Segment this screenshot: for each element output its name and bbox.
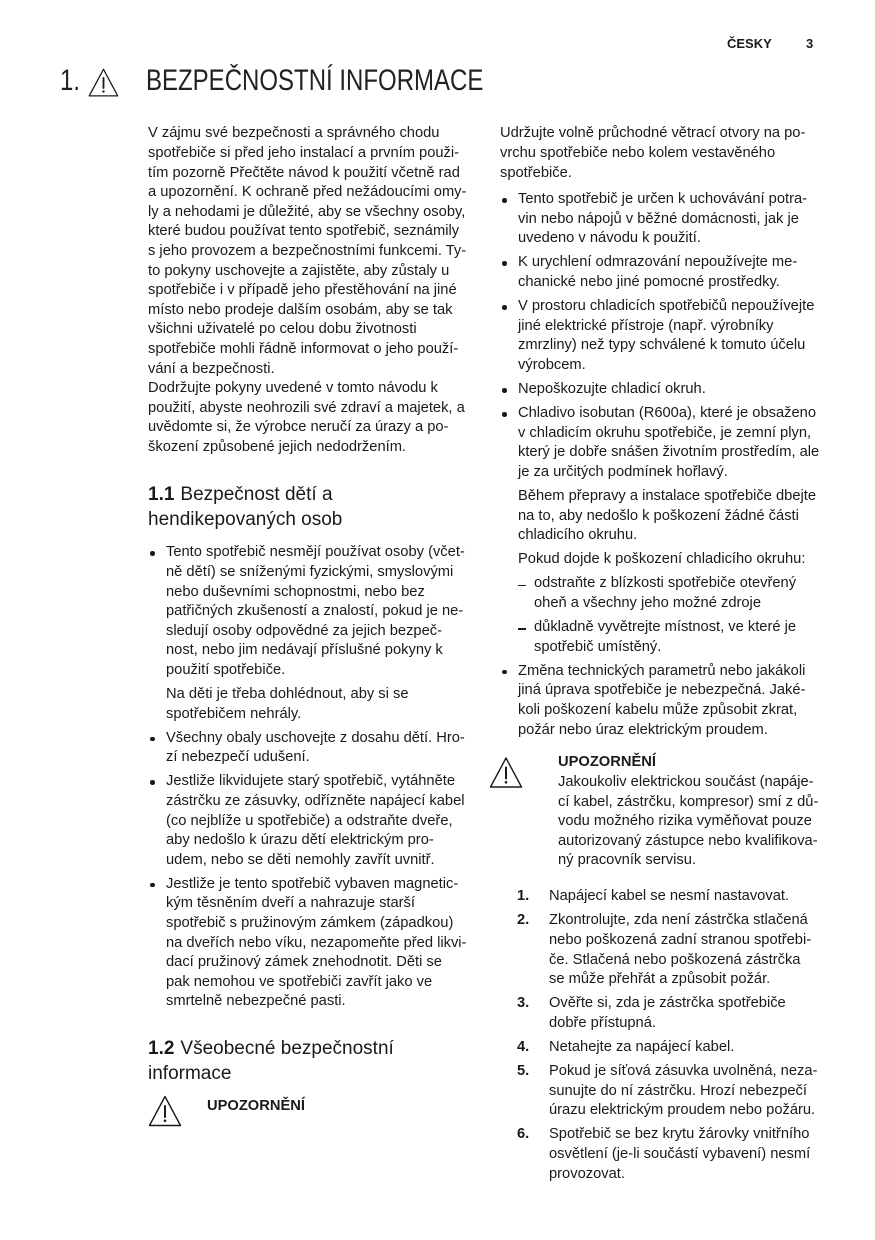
text-line: spotřebiče mohli řádně informovat o jeho použí- (148, 340, 459, 357)
section-title-line: hendikepovaných osob (148, 508, 343, 530)
text-line: (co nejblíže u spotřebiče) a odstraňte dveře, (166, 812, 453, 829)
text-line: Jakoukoliv elektrickou součást (napáje- (558, 773, 814, 790)
text-line: Tento spotřebič nesmějí používat osoby (včet- (166, 544, 465, 561)
text-line: a upozornění. K ochraně před nežádoucími omy- (148, 184, 467, 201)
bullet-icon (150, 737, 155, 742)
text-line: autorizovaný zástupce nebo kvalifikova- (558, 832, 818, 849)
text-line: Během přepravy a instalace spotřebiče dbejte (518, 488, 817, 504)
text-line: Chladivo isobutan (R600a), které je obsaženo (518, 405, 817, 422)
text-line: uvedeno v návodu k použití. (518, 230, 701, 247)
text-line: s jeho provozem a bezpečnostními funkcemi. Ty- (148, 242, 467, 259)
text-line: aby nedošlo k úrazu dětí elektrickým pro- (166, 832, 434, 849)
list-item-note (166, 685, 473, 724)
warning-triangle-icon (147, 1093, 183, 1130)
text-line: provozovat. (549, 1165, 625, 1182)
list-item (500, 253, 830, 292)
text-line: spotřebiče si před jeho instalací a prvním použi- (148, 144, 460, 161)
text-line: K urychlení odmrazování nepoužívejte me- (518, 254, 798, 271)
list-item (500, 404, 830, 657)
section-title-line: informace (148, 1062, 232, 1084)
text-line: Pokud dojde k poškození chladicího okruhu: (518, 551, 806, 568)
section-number: 1.2 (148, 1037, 175, 1059)
text-line: je za určitých podmínek hořlavý. (518, 463, 728, 480)
ventilation-paragraph (500, 124, 805, 183)
text-line: če. Stlačená nebo poškozená zástrčka (549, 951, 801, 968)
text-line: jiná úprava spotřebiče je nebezpečná. Jaké- (518, 682, 806, 699)
text-line: nost, nebo jim nedávají příslušné pokyny k (166, 642, 443, 659)
intro-paragraph (148, 124, 466, 379)
text-line: nebo poškozená zadní stranou spotřebi- (549, 932, 812, 949)
text-line: spotřebič s pružinovým zámkem (západkou) (166, 915, 454, 932)
text-line: zástrčku ze zásuvky, odřízněte napájecí kabel (166, 793, 465, 810)
warning-triangle-icon (488, 755, 524, 791)
text-line: odstraňte z blízkosti spotřebiče otevřený (534, 575, 797, 592)
text-line: Udržujte volně průchodné větrací otvory na po- (500, 125, 806, 142)
text-line: použití spotřebiče. (166, 661, 286, 678)
text-line: všichni uživatelé po celou dobu životnosti (148, 321, 417, 338)
text-line: to pokyny uschovejte a zajistěte, aby zůstaly u (148, 262, 450, 279)
dash-icon (518, 628, 526, 629)
text-line: chladicího okruhu. (518, 527, 638, 544)
text-line: oheň a všechny jeho možné zdroje (534, 594, 761, 611)
text-line: Dodržujte pokyny uvedené v tomto návodu k (148, 380, 438, 397)
numbered-step (517, 911, 837, 989)
page-title: BEZPEČNOSTNÍ INFORMACE (146, 64, 484, 97)
text-line: požár nebo úraz elektrickým proudem. (518, 721, 768, 738)
section-heading-1-2 (148, 1036, 394, 1086)
text-line: Jestliže likvidujete starý spotřebič, vytáhněte (166, 773, 455, 790)
power-cable-steps (517, 887, 837, 1184)
text-line: sunujte do ní zástrčku. Hrozí nebezpečí (549, 1082, 807, 1099)
step-number: 2. (517, 912, 530, 929)
text-line: které budou používat tento spotřebič, seznámily (148, 223, 460, 240)
step-number: 3. (517, 995, 530, 1012)
general-safety-list (500, 190, 830, 740)
list-item (148, 875, 473, 1012)
list-item (148, 543, 473, 724)
text-line: spotřebiče. (500, 164, 572, 181)
text-line: Zkontrolujte, zda není zástrčka stlačená (549, 912, 808, 929)
page-number: 3 (806, 36, 814, 51)
bullet-icon (502, 670, 507, 675)
list-item (500, 297, 830, 375)
text-line: nebo duševními schopnostmi, nebo bez (166, 583, 425, 600)
text-line: kým těsněním dveří a nahrazuje starší (166, 895, 415, 912)
text-line: Spotřebič se bez krytu žárovky vnitřního (549, 1126, 810, 1143)
warning-label: UPOZORNĚNÍ (558, 754, 656, 771)
section-heading-1-1 (148, 482, 342, 532)
chapter-number: 1. (60, 64, 81, 97)
bullet-icon (150, 551, 155, 556)
text-line: vin nebo nápojů v běžné domácnosti, jak je (518, 210, 799, 227)
text-line: spotřebič umístěný. (534, 638, 662, 655)
bullet-icon (502, 261, 507, 266)
bullet-icon (150, 780, 155, 785)
list-item-note (518, 550, 830, 570)
children-safety-list (148, 543, 473, 1012)
numbered-step (517, 1062, 837, 1121)
text-line: spotřebičem nehrály. (166, 705, 302, 722)
step-number: 4. (517, 1039, 530, 1056)
text-line: patřičných zkušeností a znalostí, pokud je ne- (166, 603, 464, 620)
text-line: se může přehřát a způsobit požár. (549, 971, 771, 988)
text-line: zmrzliny) než typy schválené k tomuto účelu (518, 337, 806, 354)
text-line: použití, abyste neohrozili své zdraví a majetek, a (148, 399, 465, 416)
text-line: sledují osoby odpovědné za jejich bezpeč- (166, 622, 442, 639)
text-line: Pokud je síťová zásuvka uvolněná, neza- (549, 1063, 818, 1080)
text-line: Všechny obaly uschovejte z dosahu dětí. Hro- (166, 729, 465, 746)
text-line: udem, nebo se děti nemohly zavřít uvnitř. (166, 851, 435, 868)
bullet-icon (502, 412, 507, 417)
text-line: dobře přístupná. (549, 1014, 656, 1031)
text-line: ly a nehodami je důležité, aby se všechny osoby, (148, 203, 466, 220)
text-line: chanické nebo jiné pomocné prostředky. (518, 274, 780, 291)
bullet-icon (502, 388, 507, 393)
text-line: místo nebo prodeje dalším osobám, aby se tak (148, 301, 453, 318)
step-number: 6. (517, 1126, 530, 1143)
dash-icon (518, 585, 526, 586)
numbered-step (517, 1038, 837, 1058)
bullet-icon (150, 883, 155, 888)
text-line: Netahejte za napájecí kabel. (549, 1039, 735, 1056)
sub-list-item (518, 618, 830, 657)
text-line: úrazu elektrickým proudem nebo požáru. (549, 1102, 816, 1119)
step-number: 5. (517, 1063, 530, 1080)
text-line: na to, aby nedošlo k poškození žádné části (518, 507, 799, 524)
text-line: V prostoru chladicích spotřebičů nepoužívejte (518, 298, 815, 315)
text-line: Ověřte si, zda je zástrčka spotřebiče (549, 995, 786, 1012)
text-line: cí kabel, zástrčku, kompresor) smí z dů- (558, 793, 819, 810)
section-number: 1.1 (148, 483, 175, 505)
numbered-step (517, 1125, 837, 1184)
text-line: který je dobře snášen životním prostředím, ale (518, 444, 820, 461)
text-line: V zájmu své bezpečnosti a správného chodu (148, 125, 440, 142)
text-line: spotřebiče i v případě jeho přestěhování na jiné (148, 282, 457, 299)
text-line: ný pracovník servisu. (558, 852, 696, 869)
bullet-icon (502, 198, 507, 203)
text-line: jiné elektrické přístroje (např. výrobníky (518, 317, 774, 334)
warning-triangle-icon (87, 66, 120, 100)
text-line: pak nemohou ve spotřebiči zavřít jako ve (166, 973, 433, 990)
intro-text (148, 124, 466, 457)
list-item-note (518, 487, 830, 546)
text-line: na dveřích nebo víku, nezapomeňte před likvi- (166, 934, 467, 951)
section-title-line: Všeobecné bezpečnostní (180, 1037, 394, 1059)
numbered-step (517, 887, 837, 907)
text-line: důkladně vyvětrejte místnost, ve které je (534, 619, 797, 636)
language-label: ČESKY (727, 36, 772, 51)
text-line: uvědomte si, že výrobce neručí za úrazy a po- (148, 419, 449, 436)
section-title-line: Bezpečnost dětí a (180, 483, 333, 505)
sub-list-item (518, 574, 830, 613)
text-line: osvětlení (je-li součástí vybavení) nesmí (549, 1146, 811, 1163)
text-line: Tento spotřebič je určen k uchovávání potra- (518, 191, 808, 208)
text-line: Nepoškozujte chladicí okruh. (518, 381, 706, 398)
text-line: vodu možného rizika vyměňovat pouze (558, 813, 812, 830)
step-number: 1. (517, 888, 530, 905)
list-item (500, 662, 830, 740)
text-line: výrobcem. (518, 356, 586, 373)
list-item (500, 190, 830, 249)
list-item (148, 772, 473, 870)
text-line: Na děti je třeba dohlédnout, aby si se (166, 686, 409, 703)
text-line: ně dětí) se sníženými fyzickými, smyslovými (166, 563, 454, 580)
list-item (148, 729, 473, 768)
text-line: Jestliže je tento spotřebič vybaven magnetic- (166, 875, 459, 892)
intro-paragraph (148, 379, 466, 457)
text-line: Změna technických parametrů nebo jakákoli (518, 662, 806, 679)
text-line: smrtelně nebezpečné pasti. (166, 993, 346, 1010)
text-line: zí nebezpečí udušení. (166, 749, 310, 766)
text-line: tím pozorně Přečtěte návod k použití včetně rad (148, 164, 460, 181)
text-line: škození způsobené jejich nedodržením. (148, 438, 407, 455)
text-line: koli poškození kabelu může způsobit zkrat, (518, 701, 798, 718)
list-item (500, 380, 830, 400)
text-line: Napájecí kabel se nesmí nastavovat. (549, 888, 790, 905)
numbered-step (517, 994, 837, 1033)
bullet-icon (502, 305, 507, 310)
warning-label: UPOZORNĚNÍ (207, 1098, 305, 1115)
text-line: v chladicím okruhu spotřebiče, je zemní plyn, (518, 424, 812, 441)
text-line: vrchu spotřebiče nebo kolem vestavěného (500, 144, 776, 161)
warning-block (558, 753, 818, 871)
text-line: vání a bezpečnosti. (148, 360, 275, 377)
text-line: dací pružinový zámek znehodnotit. Děti se (166, 954, 442, 971)
